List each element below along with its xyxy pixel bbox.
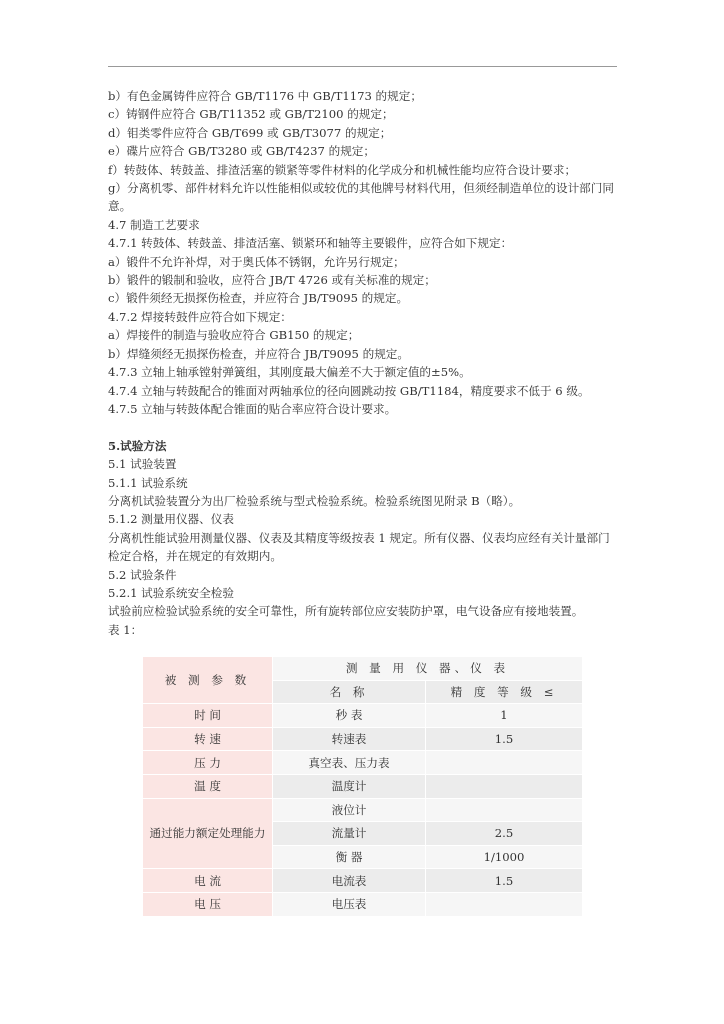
header-rule xyxy=(108,66,617,67)
clause-d-parts: d）钼类零件应符合 GB/T699 或 GB/T3077 的规定； xyxy=(108,125,392,140)
header-name: 名 称 xyxy=(273,680,426,704)
param-cell-capacity: 通过能力额定处理能力 xyxy=(143,798,273,869)
clause-e-discs: e）碟片应符合 GB/T3280 或 GB/T4237 的规定； xyxy=(108,144,375,159)
clause-4-7-1-b: b）锻件的锻制和验收，应符合 JB/T 4726 或有关标准的规定； xyxy=(108,273,436,288)
clause-f-bowl-materials: f）转鼓体、转鼓盖、排渣活塞的锁紧等零件材料的化学成分和机械性能均应符合设计要求； xyxy=(108,162,577,177)
clause-4-7-3: 4.7.3 立轴上轴承镗射弹簧组，其刚度最大偏差不大于额定值的±5%。 xyxy=(108,365,471,380)
accuracy-cell xyxy=(426,798,583,822)
instrument-cell: 流量计 xyxy=(273,822,426,846)
clause-4-7-1-a: a）锻件不允许补焊，对于奥氏体不锈钢，允许另行规定； xyxy=(108,254,405,269)
instrument-cell: 电流表 xyxy=(273,869,426,893)
clause-4-7-1: 4.7.1 转鼓体、转鼓盖、排渣活塞、锁紧环和轴等主要锻件，应符合如下规定： xyxy=(108,236,513,251)
instrument-cell: 衡 器 xyxy=(273,845,426,869)
clause-4-7-4: 4.7.4 立轴与转鼓配合的锥面对两轴承位的径向圆跳动按 GB/T1184，精度要求不低于 6 级。 xyxy=(108,383,590,398)
clause-4-7-2: 4.7.2 焊接转鼓件应符合如下规定： xyxy=(108,309,292,324)
accuracy-cell xyxy=(426,751,583,775)
section-5-2-1-heading: 5.2.1 试验系统安全检验 xyxy=(108,585,234,600)
table-row xyxy=(143,704,583,728)
param-cell: 压 力 xyxy=(143,751,273,775)
section-5-1-1-heading: 5.1.1 试验系统 xyxy=(108,475,188,490)
instrument-cell: 转速表 xyxy=(273,727,426,751)
instrument-table-container xyxy=(142,656,582,917)
clause-4-7-2-a: a）焊接件的制造与验收应符合 GB150 的规定； xyxy=(108,328,360,343)
accuracy-cell xyxy=(426,774,583,798)
param-cell: 电 压 xyxy=(143,892,273,916)
table-caption: 表 1： xyxy=(108,622,143,637)
header-instrument-group: 测 量 用 仪 器、仪 表 xyxy=(273,657,583,681)
accuracy-cell: 1/1000 xyxy=(426,845,583,869)
table-row xyxy=(143,892,583,916)
paragraph-instruments: 分离机性能试验用测量仪器、仪表及其精度等级按表 1 规定。所有仪器、仪表均应经有关计量部门检定合格，并在规定的有效期内。 xyxy=(108,530,610,564)
param-cell: 温 度 xyxy=(143,774,273,798)
accuracy-cell xyxy=(426,892,583,916)
table-row xyxy=(143,774,583,798)
section-5-1-heading: 5.1 试验装置 xyxy=(108,457,177,472)
instrument-cell: 温度计 xyxy=(273,774,426,798)
clause-4-7-2-b: b）焊缝须经无损探伤检查，并应符合 JB/T9095 的规定。 xyxy=(108,346,409,361)
table-row xyxy=(143,869,583,893)
header-param: 被 测 参 数 xyxy=(143,657,273,704)
accuracy-cell: 1.5 xyxy=(426,869,583,893)
accuracy-cell: 1 xyxy=(426,704,583,728)
clause-b-nonferrous: b）有色金属铸件应符合 GB/T1176 中 GB/T1173 的规定； xyxy=(108,89,422,103)
table-row xyxy=(143,798,583,822)
param-cell: 电 流 xyxy=(143,869,273,893)
accuracy-cell: 1.5 xyxy=(426,727,583,751)
document-body xyxy=(108,87,618,639)
header-accuracy: 精 度 等 级 ≤ xyxy=(426,680,583,704)
instrument-cell: 电压表 xyxy=(273,892,426,916)
instrument-cell: 秒 表 xyxy=(273,704,426,728)
section-4-7-heading: 4.7 制造工艺要求 xyxy=(108,217,200,232)
param-cell: 时 间 xyxy=(143,704,273,728)
clause-4-7-1-c: c）锻件须经无损探伤检查，并应符合 JB/T9095 的规定。 xyxy=(108,291,409,306)
table-row xyxy=(143,727,583,751)
instrument-cell: 真空表、压力表 xyxy=(273,751,426,775)
spacer xyxy=(108,418,618,436)
section-5-heading: 5.试验方法 xyxy=(108,438,167,453)
instrument-table xyxy=(142,656,583,917)
param-cell: 转 速 xyxy=(143,727,273,751)
clause-c-steel-castings: c）铸钢件应符合 GB/T11352 或 GB/T2100 的规定； xyxy=(108,107,394,122)
table-row xyxy=(143,751,583,775)
instrument-cell: 液位计 xyxy=(273,798,426,822)
accuracy-cell: 2.5 xyxy=(426,822,583,846)
paragraph-test-system: 分离机试验装置分为出厂检验系统与型式检验系统。检验系统图见附录 B（略）。 xyxy=(108,493,521,508)
paragraph-safety-check: 试验前应检验试验系统的安全可靠性，所有旋转部位应安装防护罩，电气设备应有接地装置。 xyxy=(108,604,584,619)
section-5-1-2-heading: 5.1.2 测量用仪器、仪表 xyxy=(108,512,234,527)
clause-4-7-5: 4.7.5 立轴与转鼓体配合锥面的贴合率应符合设计要求。 xyxy=(108,401,397,416)
clause-g-substitute-materials: g）分离机零、部件材料允许以性能相似或较优的其他牌号材料代用，但须经制造单位的设计部门同意。 xyxy=(108,181,614,214)
section-5-2-heading: 5.2 试验条件 xyxy=(108,567,177,582)
